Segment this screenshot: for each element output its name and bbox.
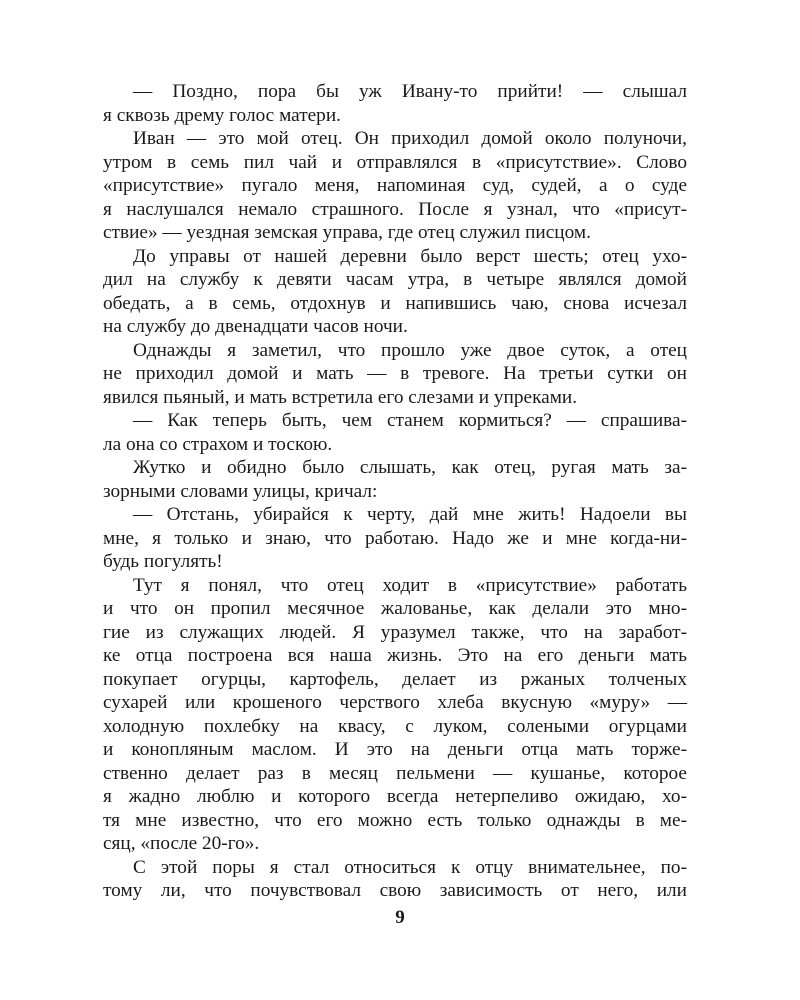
text-line: Тут я понял, что отец ходит в «присутствие» работать: [133, 574, 687, 596]
text-line: Иван — это мой отец. Он приходил домой около полуночи,: [133, 128, 687, 149]
text-line: Жутко и обидно было слышать, как отец, ругая мать за-: [133, 457, 687, 478]
text-line: зорными словами улицы, кричал:: [103, 480, 378, 502]
text-line: — Как теперь быть, чем станем кормиться? — спрашива-: [133, 410, 687, 431]
text-line: ла она со страхом и тоскою.: [103, 433, 333, 455]
text-line: я сквозь дрему голос матери.: [103, 104, 341, 126]
text-line: я жадно люблю и которого всегда нетерпеливо ожидаю, хо-: [103, 786, 687, 807]
text-line: дил на службу к девяти часам утра, в четыре являлся домой: [103, 269, 687, 290]
text-line: — Отстань, убирайся к черту, дай мне жить! Надоели вы: [133, 504, 687, 525]
paragraph: [103, 456, 687, 503]
text-line: сяц, «после 20-го».: [103, 833, 260, 854]
paragraph: [103, 574, 687, 856]
text-line: «присутствие» пугало меня, напоминая суд, судей, а о суде: [103, 175, 687, 196]
text-line: гие из служащих людей. Я уразумел также, что на заработ-: [103, 621, 687, 643]
paragraph: [103, 856, 687, 903]
text-line: сухарей или крошеного черствого хлеба вкусную «муру» —: [103, 692, 687, 713]
text-line: не приходил домой и мать — в тревоге. На третьи сутки он: [103, 363, 687, 384]
text-line: ственно делает раз в месяц пельмени — кушанье, которое: [103, 762, 687, 784]
text-line: До управы от нашей деревни было верст шесть; отец ухо-: [133, 245, 687, 267]
text-line: покупает огурцы, картофель, делает из ржаных толченых: [103, 668, 687, 690]
text-line: холодную похлебку на квасу, с луком, солеными огурцами: [103, 715, 687, 737]
text-line: обедать, а в семь, отдохнув и напившись чаю, снова исчезал: [103, 292, 687, 314]
paragraph: [103, 80, 687, 127]
page-number: 9: [395, 907, 405, 928]
text-line: будь погулять!: [103, 551, 223, 572]
text-line: ке отца построена вся наша жизнь. Это на его деньги мать: [103, 645, 687, 666]
text-line: и конопляным маслом. И это на деньги отца мать торже-: [103, 739, 687, 760]
paragraph: [103, 245, 687, 339]
text-line: тя мне известно, что его можно есть только однажды в ме-: [103, 809, 687, 831]
text-line: на службу до двенадцати часов ночи.: [103, 316, 408, 337]
text-line: тому ли, что почувствовал свою зависимость от него, или: [103, 880, 687, 901]
paragraph: [103, 127, 687, 245]
paragraph: [103, 339, 687, 410]
text-line: и что он пропил месячное жалованье, как делали это мно-: [103, 598, 687, 619]
text-line: — Поздно, пора бы уж Ивану-то прийти! — слышал: [133, 81, 687, 102]
text-line: мне, я только и знаю, что работаю. Надо же и мне когда-ни-: [103, 527, 687, 549]
text-line: ствие» — уездная земская управа, где отец служил писцом.: [103, 222, 591, 243]
text-line: утром в семь пил чай и отправлялся в «присутствие». Слово: [103, 151, 687, 173]
text-line: Однажды я заметил, что прошло уже двое суток, а отец: [133, 339, 687, 361]
text-line: я наслушался немало страшного. После я узнал, что «присут-: [103, 198, 687, 220]
text-line: явился пьяный, и мать встретила его слезами и упреками.: [103, 386, 578, 408]
body-text: [103, 80, 687, 903]
text-line: С этой поры я стал относиться к отцу внимательнее, по-: [133, 856, 687, 878]
paragraph: [103, 503, 687, 574]
paragraph: [103, 409, 687, 456]
